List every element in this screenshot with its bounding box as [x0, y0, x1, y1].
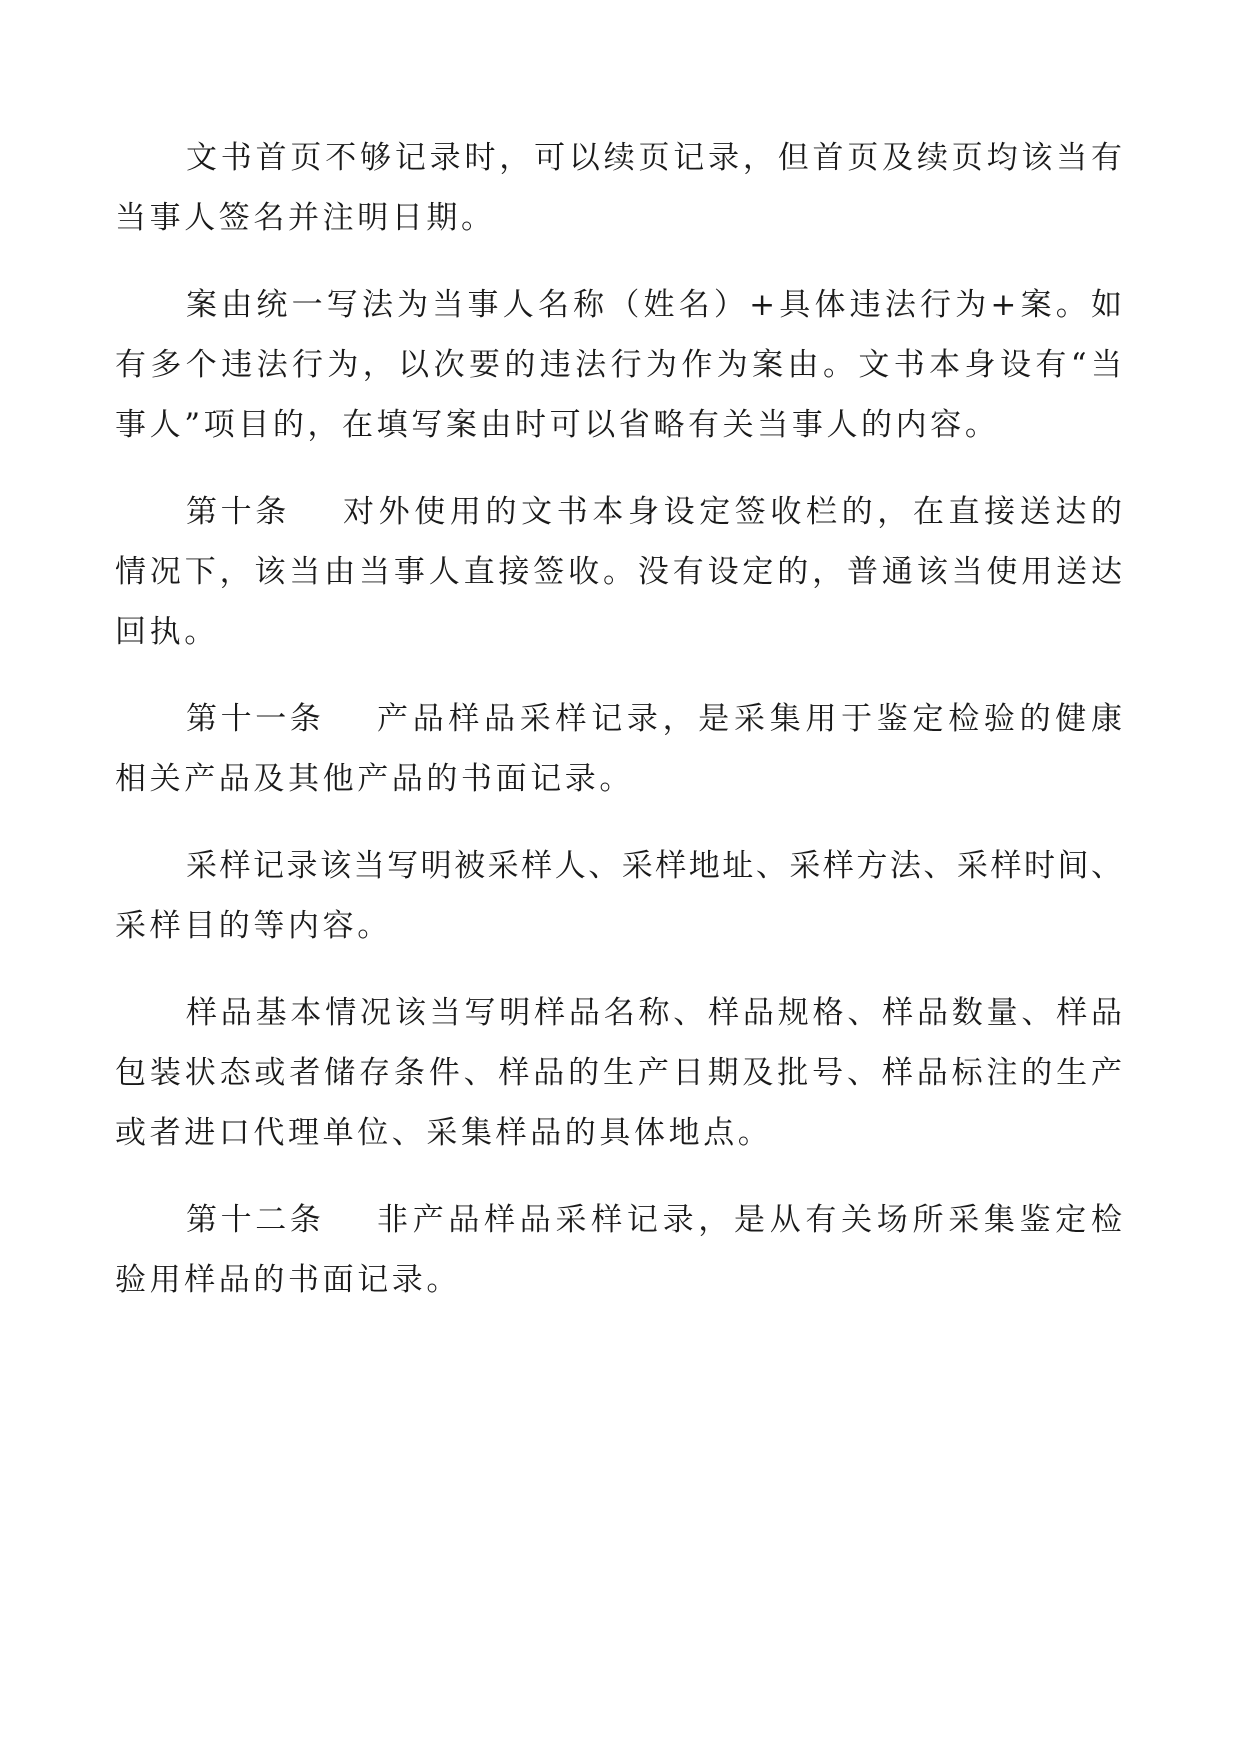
article-number: 第十二条: [186, 1202, 325, 1238]
text-line: 验用样品的书面记录。: [115, 1262, 461, 1298]
article-number: 第十一条: [186, 701, 325, 737]
text-line: 采样目的等内容。: [115, 908, 392, 944]
text-line: 产品样品采样记录，是采集用于鉴定检验的健康: [377, 701, 1122, 737]
text-line: 相关产品及其他产品的书面记录。: [115, 761, 634, 797]
text-line: 案由统一写法为当事人名称（姓名）+具体违法行为+案。如: [186, 287, 1122, 323]
text-line: 包装状态或者储存条件、样品的生产日期及批号、样品标注的生产: [115, 1055, 1122, 1091]
text-line: 当事人签名并注明日期。: [115, 200, 496, 236]
text-line: 情况下，该当由当事人直接签收。没有设定的，普通该当使用送达: [115, 554, 1122, 590]
text-line: 事人”项目的，在填写案由时可以省略有关当事人的内容。: [115, 407, 1000, 443]
text-line: 样品基本情况该当写明样品名称、样品规格、样品数量、样品: [186, 995, 1122, 1031]
text-line: 回执。: [115, 614, 219, 650]
text-line: 有多个违法行为，以次要的违法行为作为案由。文书本身设有“当: [115, 347, 1122, 383]
text-line: 非产品样品采样记录，是从有关场所采集鉴定检: [377, 1202, 1122, 1238]
text-line: 采样记录该当写明被采样人、采样地址、采样方法、采样时间、: [186, 848, 1122, 884]
text-line: 文书首页不够记录时，可以续页记录，但首页及续页均该当有: [186, 140, 1122, 176]
text-line: 或者进口代理单位、采集样品的具体地点。: [115, 1115, 773, 1151]
text-line: 对外使用的文书本身设定签收栏的，在直接送达的: [343, 494, 1122, 530]
article-number: 第十条: [186, 494, 290, 530]
